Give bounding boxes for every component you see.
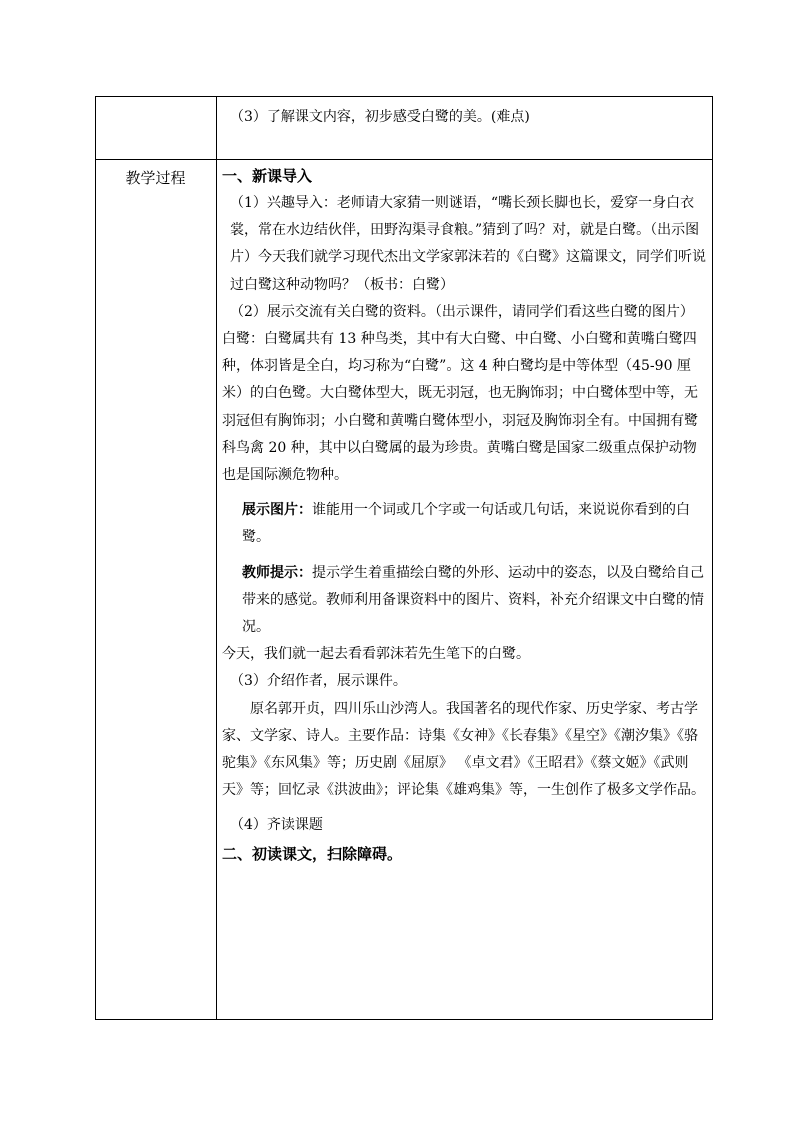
paragraph-show-pictures bbox=[222, 497, 708, 551]
lesson-plan-table bbox=[95, 96, 713, 1020]
paragraph-materials: （2）展示交流有关白鹭的资料。（出示课件，请同学们看这些白鹭的图片） bbox=[230, 303, 694, 320]
paragraph-interest-intro: （1）兴趣导入：老师请大家猜一则谜语，“嘴长颈长脚也长，爱穿一身白衣裳，常在水边结伙伴，田野沟渠寻食粮。”猜到了吗？对，就是白鹭。（出示图片）今天我们就学习现代杰出文学家郭沫若的《白鹭》这篇课文，同学们听说过白鹭这种动物吗？（板书：白鹭） bbox=[230, 195, 706, 293]
table-column-divider bbox=[216, 96, 217, 1020]
teacher-tips-label: 教师提示： bbox=[242, 564, 312, 581]
objective-3: （3）了解课文内容，初步感受白鹭的美。(难点) bbox=[230, 109, 530, 125]
section-1-heading: 一、新课导入 bbox=[222, 167, 313, 185]
section-2-heading: 二、初读课文，扫除障碍。 bbox=[222, 844, 403, 863]
table-border-bottom bbox=[95, 1019, 713, 1020]
table-border-left bbox=[95, 96, 96, 1020]
paragraph-today: 今天，我们就一起去看看郭沫若先生笔下的白鹭。 bbox=[222, 646, 530, 663]
paragraph-author-intro: （3）介绍作者，展示课件。 bbox=[230, 673, 407, 690]
paragraph-teacher-tips bbox=[222, 560, 708, 642]
table-border-top bbox=[95, 96, 713, 97]
paragraph-egret-info: 白鹭：白鹭属共有 13 种鸟类，其中有大白鹭、中白鹭、小白鹭和黄嘴白鹭四种，体羽皆是全白，均习称为“白鹭”。这 4 种白鹭均是中等体型（45-90 厘米）的白色鹭。大白鹭体型大，既无羽冠，也无胸饰羽；中白鹭体型中等，无羽冠但有胸饰羽；小白鹭和黄嘴白鹭体型小，羽冠及胸饰羽全有。中国拥有鹭科鸟禽 20 种，其中以白鹭属的最为珍贵。黄嘴白鹭是国家二级重点保护动物也是国际濒危物种。 bbox=[222, 331, 698, 484]
teaching-process-cell bbox=[222, 162, 708, 868]
table-border-right bbox=[712, 96, 713, 1020]
teaching-process-label: 教学过程 bbox=[125, 169, 186, 187]
teacher-tips-text: 提示学生着重描绘白鹭的外形、运动中的姿态，以及白鹭给自己带来的感觉。教师利用备课资料中的图片、资料，补充介绍课文中白鹭的情况。 bbox=[242, 564, 704, 636]
paragraph-read-title: （4）齐读课题 bbox=[230, 817, 323, 834]
objectives-cell bbox=[222, 104, 708, 131]
paragraph-author-bio: 原名郭开贞，四川乐山沙湾人。我国著名的现代作家、历史学家、考古学家、文学家、诗人。主要作品：诗集《女神》《长春集》《星空》《潮汐集》《骆驼集》《东风集》等；历史剧《屈原》 《卓文君》《王昭君》《蔡文姬》《武则天》等；回忆录《洪波曲》；评论集《雄鸡集》等，一生创作了极多文学作品。 bbox=[222, 700, 705, 799]
show-pictures-text: 谁能用一个词或几个字或一句话或几句话，来说说你看到的白鹭。 bbox=[242, 502, 690, 546]
show-pictures-label: 展示图片： bbox=[242, 502, 312, 519]
